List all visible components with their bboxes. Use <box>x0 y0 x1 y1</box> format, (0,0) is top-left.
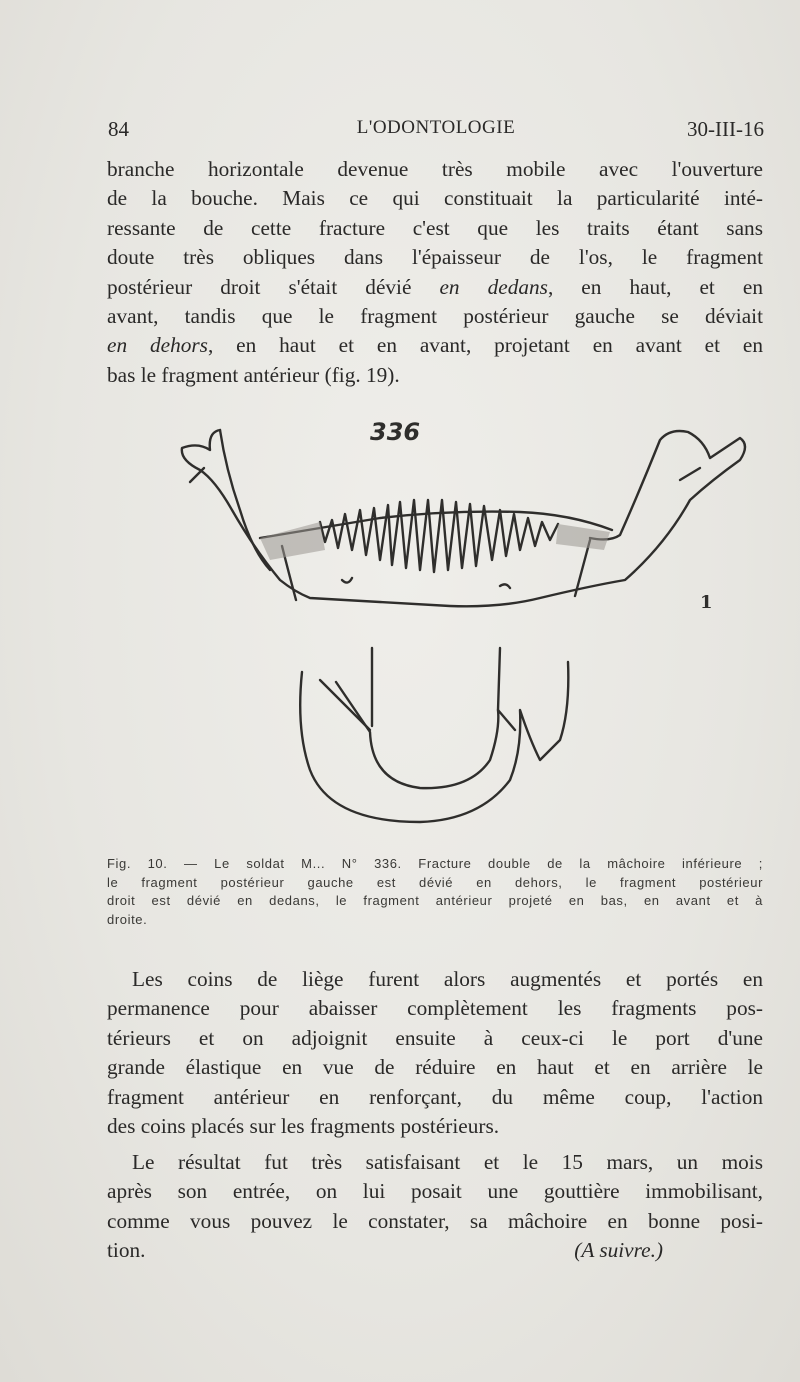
text-line <box>107 273 763 302</box>
to-be-continued: (A suivre.) <box>574 1238 663 1263</box>
journal-title: L'ODONTOLOGIE <box>356 117 516 138</box>
text-line: grande élastique en vue de réduire en haut et en arrière le <box>107 1055 763 1080</box>
text-line: permanence pour abaisser complètement les fragments pos- <box>107 996 763 1021</box>
notch-left <box>190 468 204 482</box>
text-line: après son entrée, on lui posait une gouttière immobilisant, <box>107 1179 763 1204</box>
marrow-mark-left <box>342 578 352 583</box>
fracture-diagram-right-arm <box>498 648 500 710</box>
text-line: des coins placés sur les fragments postérieurs. <box>107 1114 500 1139</box>
issue-date: 30-III-16 <box>687 117 764 141</box>
page-number: 84 <box>108 117 129 141</box>
text-line: ressante de cette fracture c'est que les traits étant sans <box>107 215 763 240</box>
text-line: Le résultat fut très satisfaisant et le 15 mars, un mois <box>132 1150 763 1174</box>
running-header <box>108 117 764 147</box>
mandible-outline <box>182 430 745 606</box>
italic-term: en dehors <box>107 333 208 358</box>
text-segment: tion. <box>107 1238 146 1263</box>
text-line: comme vous pouvez le constater, sa mâchoire en bonne posi- <box>107 1208 763 1233</box>
text-line: fragment antérieur en renforçant, du même coup, l'action <box>107 1084 763 1109</box>
molar-shading-right <box>556 524 610 550</box>
handwritten-number: 336 <box>370 418 421 446</box>
molar-shading-left <box>260 522 325 560</box>
text-line: doute très obliques dans l'épaisseur de l'os, le fragment <box>107 245 763 270</box>
notch-right <box>680 468 700 480</box>
fracture-diagram-outer <box>300 662 568 822</box>
fracture-diagram-inner <box>336 682 515 788</box>
teeth-row <box>320 500 558 572</box>
text-line: térieurs et on adjoignit ensuite à ceux-ci le port d'une <box>107 1025 763 1050</box>
caption-line: Fig. 10. — Le soldat M... N° 336. Fracture double de la mâchoire inférieure ; <box>107 856 763 871</box>
jaw-fracture-illustration <box>120 410 760 850</box>
paragraph-1 <box>107 155 763 390</box>
fracture-diagram-mid <box>320 680 370 730</box>
jaw-drawing <box>120 410 760 850</box>
figure-caption <box>107 855 763 929</box>
text-line: bas le fragment antérieur (fig. 19). <box>107 362 400 387</box>
text-segment: postérieur droit s'était dévié <box>107 274 440 299</box>
caption-line: le fragment postérieur gauche est dévié en dehors, le fragment postérieur <box>107 874 763 890</box>
caption-line: droite. <box>107 911 148 927</box>
text-line: de la bouche. Mais ce qui constituait la particularité inté- <box>107 186 763 211</box>
text-line <box>107 1236 763 1265</box>
text-segment: , en haut, et en <box>547 274 763 299</box>
text-line: avant, tandis que le fragment postérieur gauche se déviait <box>107 304 763 329</box>
text-segment: , en haut et en avant, projetant en avant et en <box>207 333 763 358</box>
mandible-left-ramus-inner <box>220 430 270 570</box>
italic-term: en dedans <box>439 274 548 299</box>
figure-label-right: 1 <box>700 592 713 613</box>
paragraph-3 <box>107 1148 763 1266</box>
paragraph-2 <box>107 965 763 1141</box>
text-line: Les coins de liège furent alors augmentés et portés en <box>132 967 763 991</box>
text-line: branche horizontale devenue très mobile avec l'ouverture <box>107 157 763 181</box>
caption-line: droit est dévié en dedans, le fragment antérieur projeté en bas, en avant et à <box>107 893 763 909</box>
marrow-mark-right <box>500 584 510 588</box>
text-line <box>107 331 763 360</box>
